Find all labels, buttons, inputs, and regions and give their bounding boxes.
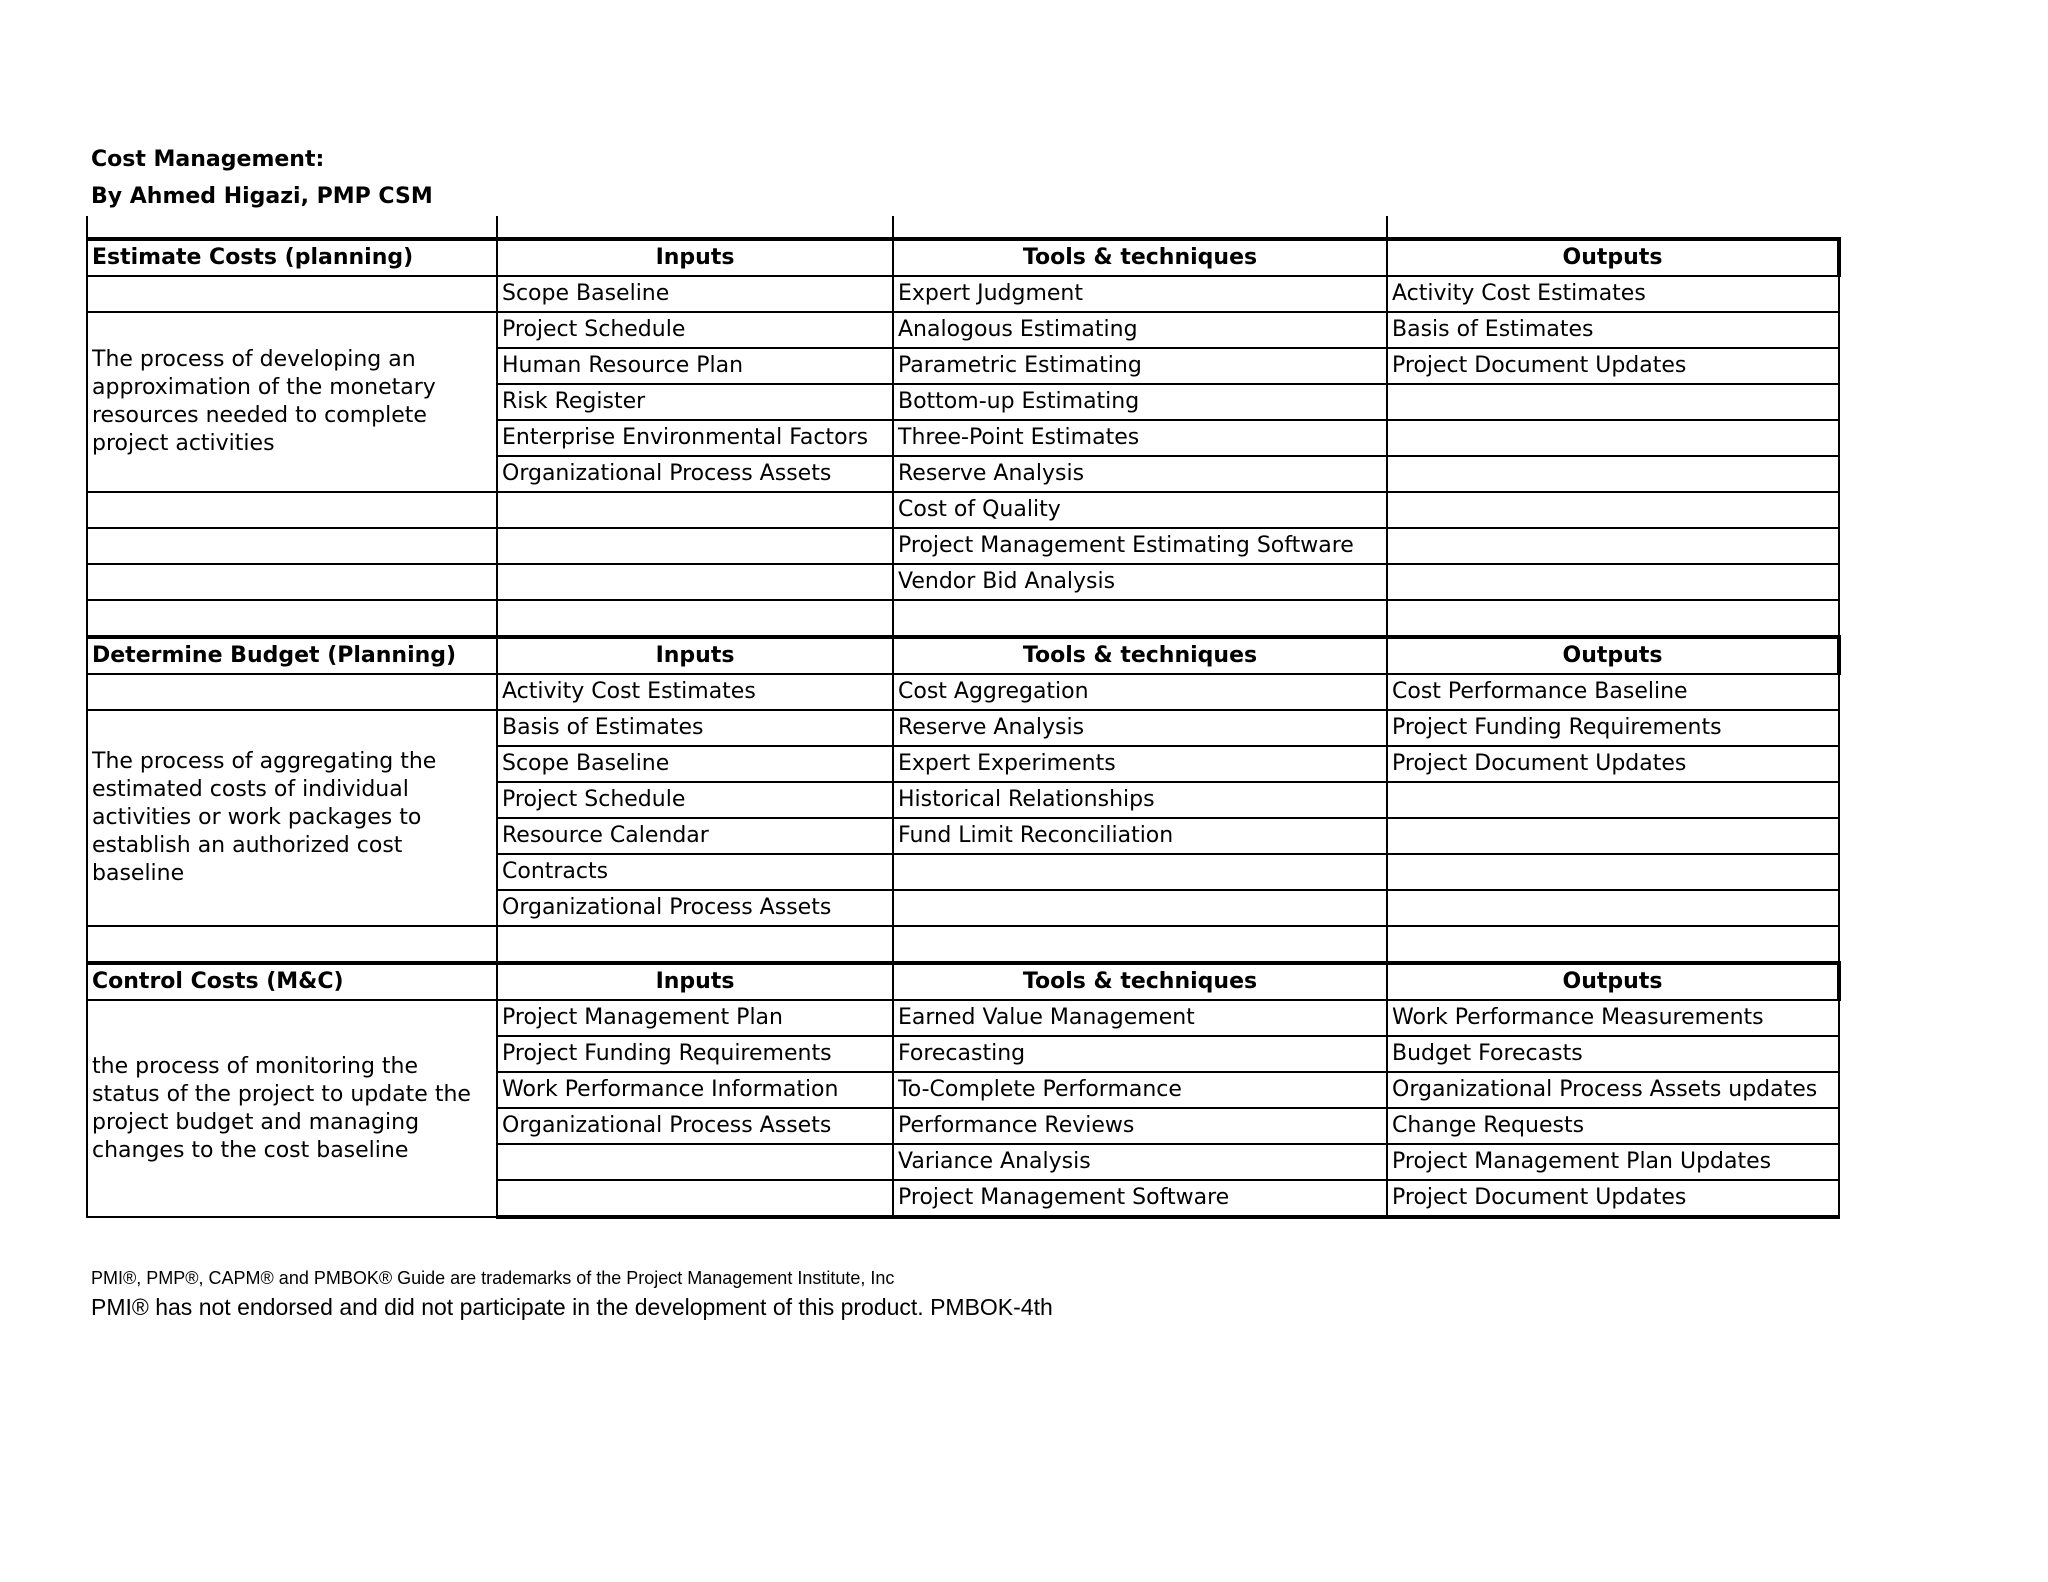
document-title: Cost Management: [91, 147, 325, 172]
tools-header: Tools & techniques [893, 963, 1387, 1000]
table-row [87, 528, 1839, 564]
inputs-header: Inputs [497, 963, 893, 1000]
empty-cell [87, 926, 497, 963]
output-cell: Project Funding Requirements [1387, 710, 1839, 746]
tool-cell: Expert Experiments [893, 746, 1387, 782]
section-header-row [87, 637, 1839, 674]
empty-cell [87, 276, 497, 312]
process-description: the process of monitoring the status of the project to update the project budget and managing changes to the cost baseline [87, 1000, 497, 1217]
output-cell [1387, 600, 1839, 637]
output-cell: Project Document Updates [1387, 1180, 1839, 1217]
output-cell [1387, 926, 1839, 963]
table-row [87, 674, 1839, 710]
inputs-header: Inputs [497, 239, 893, 276]
input-cell [497, 1180, 893, 1217]
tools-header: Tools & techniques [893, 239, 1387, 276]
tool-cell [893, 926, 1387, 963]
input-cell: Organizational Process Assets [497, 1108, 893, 1144]
input-cell [497, 926, 893, 963]
output-cell: Budget Forecasts [1387, 1036, 1839, 1072]
disclaimer-notice: PMI® has not endorsed and did not participate in the development of this product. PMBOK-4th [91, 1294, 1053, 1320]
trademark-notice: PMI®, PMP®, CAPM® and PMBOK® Guide are trademarks of the Project Management Institute, Inc [91, 1268, 895, 1288]
tool-cell: Parametric Estimating [893, 348, 1387, 384]
process-description: The process of developing an approximation of the monetary resources needed to complete project activities [87, 312, 497, 492]
input-cell: Organizational Process Assets [497, 456, 893, 492]
output-cell [1387, 492, 1839, 528]
output-cell [1387, 890, 1839, 926]
tool-cell: Earned Value Management [893, 1000, 1387, 1036]
output-cell: Work Performance Measurements [1387, 1000, 1839, 1036]
tool-cell: Project Management Estimating Software [893, 528, 1387, 564]
tool-cell: Analogous Estimating [893, 312, 1387, 348]
empty-cell [87, 528, 497, 564]
output-cell [1387, 528, 1839, 564]
column-divider-stub [496, 216, 498, 237]
section-name: Control Costs (M&C) [87, 963, 497, 1000]
column-divider-stub [86, 216, 88, 237]
table-row [87, 710, 1839, 746]
empty-cell [87, 492, 497, 528]
outputs-header: Outputs [1387, 963, 1839, 1000]
section-name: Estimate Costs (planning) [87, 239, 497, 276]
inputs-header: Inputs [497, 637, 893, 674]
table-row [87, 312, 1839, 348]
tool-cell: Cost of Quality [893, 492, 1387, 528]
table-row [87, 600, 1839, 637]
output-cell: Activity Cost Estimates [1387, 276, 1839, 312]
tool-cell [893, 890, 1387, 926]
tool-cell: Variance Analysis [893, 1144, 1387, 1180]
table-row [87, 564, 1839, 600]
outputs-header: Outputs [1387, 637, 1839, 674]
output-cell [1387, 384, 1839, 420]
table-row [87, 926, 1839, 963]
input-cell: Project Management Plan [497, 1000, 893, 1036]
output-cell [1387, 854, 1839, 890]
tool-cell: Reserve Analysis [893, 456, 1387, 492]
document-author: By Ahmed Higazi, PMP CSM [91, 184, 433, 209]
input-cell: Project Schedule [497, 782, 893, 818]
empty-cell [87, 674, 497, 710]
column-divider-stub [1386, 216, 1388, 237]
input-cell: Project Funding Requirements [497, 1036, 893, 1072]
tool-cell: Expert Judgment [893, 276, 1387, 312]
input-cell: Basis of Estimates [497, 710, 893, 746]
tool-cell: Vendor Bid Analysis [893, 564, 1387, 600]
input-cell [497, 492, 893, 528]
table-row [87, 1000, 1839, 1036]
input-cell: Human Resource Plan [497, 348, 893, 384]
input-cell: Enterprise Environmental Factors [497, 420, 893, 456]
input-cell: Project Schedule [497, 312, 893, 348]
output-cell: Basis of Estimates [1387, 312, 1839, 348]
section-name: Determine Budget (Planning) [87, 637, 497, 674]
input-cell: Scope Baseline [497, 276, 893, 312]
table-row [87, 276, 1839, 312]
output-cell: Project Document Updates [1387, 348, 1839, 384]
output-cell: Project Document Updates [1387, 746, 1839, 782]
tool-cell: Historical Relationships [893, 782, 1387, 818]
output-cell [1387, 564, 1839, 600]
output-cell [1387, 818, 1839, 854]
tools-header: Tools & techniques [893, 637, 1387, 674]
tool-cell: To-Complete Performance [893, 1072, 1387, 1108]
tool-cell: Three-Point Estimates [893, 420, 1387, 456]
input-cell [497, 1144, 893, 1180]
output-cell: Cost Performance Baseline [1387, 674, 1839, 710]
output-cell: Project Management Plan Updates [1387, 1144, 1839, 1180]
outputs-header: Outputs [1387, 239, 1839, 276]
column-divider-stub [892, 216, 894, 237]
cost-management-table [86, 237, 1841, 1219]
section-header-row [87, 963, 1839, 1000]
empty-cell [87, 564, 497, 600]
input-cell [497, 564, 893, 600]
output-cell [1387, 456, 1839, 492]
output-cell [1387, 420, 1839, 456]
input-cell: Contracts [497, 854, 893, 890]
tool-cell: Reserve Analysis [893, 710, 1387, 746]
input-cell: Risk Register [497, 384, 893, 420]
tool-cell: Bottom-up Estimating [893, 384, 1387, 420]
output-cell: Organizational Process Assets updates [1387, 1072, 1839, 1108]
output-cell [1387, 782, 1839, 818]
section-header-row [87, 239, 1839, 276]
tool-cell [893, 600, 1387, 637]
input-cell: Scope Baseline [497, 746, 893, 782]
input-cell: Work Performance Information [497, 1072, 893, 1108]
input-cell: Resource Calendar [497, 818, 893, 854]
tool-cell: Cost Aggregation [893, 674, 1387, 710]
process-description: The process of aggregating the estimated costs of individual activities or work packages to establish an authorized cost baseline [87, 710, 497, 926]
tool-cell: Project Management Software [893, 1180, 1387, 1217]
input-cell [497, 600, 893, 637]
input-cell: Activity Cost Estimates [497, 674, 893, 710]
input-cell [497, 528, 893, 564]
tool-cell: Fund Limit Reconciliation [893, 818, 1387, 854]
tool-cell: Forecasting [893, 1036, 1387, 1072]
table-row [87, 492, 1839, 528]
output-cell: Change Requests [1387, 1108, 1839, 1144]
input-cell: Organizational Process Assets [497, 890, 893, 926]
tool-cell [893, 854, 1387, 890]
tool-cell: Performance Reviews [893, 1108, 1387, 1144]
empty-cell [87, 600, 497, 637]
